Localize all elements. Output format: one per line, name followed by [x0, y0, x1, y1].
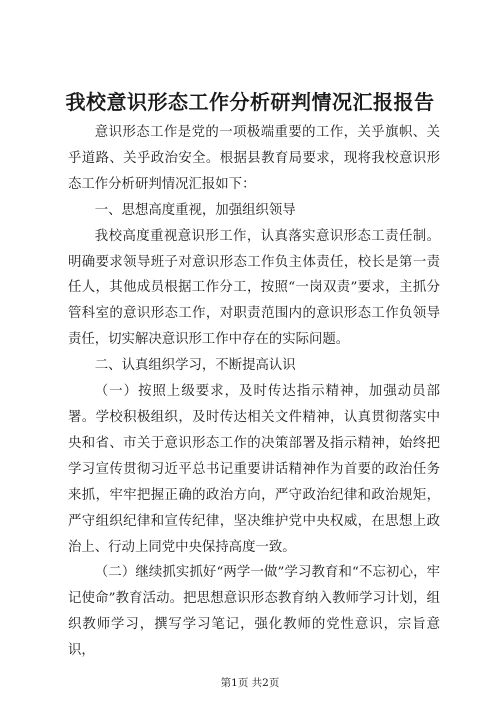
document-body	[68, 120, 440, 664]
section-heading-1: 一、思想高度重视，加强组织领导	[94, 202, 296, 218]
section-2-paragraph-2: （二）继续抓实抓好“两学一做”学习教育和“不忘初心，牢记使命”教育活动。把思想意识形态教育纳入教师学习计划，组织教师学习，撰写学习笔记，强化教师的党性意识，宗旨意识，	[68, 565, 440, 659]
section-1-paragraph: 我校高度重视意识形工作，认真落实意识形态工责任制。明确要求领导班子对意识形态工作负主体责任，校长是第一责任人，其他成员根据工作分工，按照“一岗双责”要求，主抓分管科室的意识形态工作，对职责范围内的意识形态工作负领导责任，切实解决意识形工作中存在的实际问题。	[68, 228, 440, 348]
section-heading-2: 二、认真组织学习，不断提高认识	[94, 358, 296, 374]
document-title: 我校意识形态工作分析研判情况汇报报告	[65, 90, 435, 114]
page-footer: 第1页 共2页	[220, 677, 280, 689]
intro-paragraph: 意识形态工作是党的一项极端重要的工作，关乎旗帜、关乎道路、关乎政治安全。根据县教育局要求，现将我校意识形态工作分析研判情况汇报如下：	[68, 125, 440, 192]
section-2-paragraph-1: （一）按照上级要求，及时传达指示精神，加强动员部署。学校积极组织，及时传达相关文件精神，认真贯彻落实中央和省、市关于意识形态工作的决策部署及指示精神，始终把学习宣传贯彻习近平总书记重要讲话精神作为首要的政治任务来抓，牢牢把握正确的政治方向，严守政治纪律和政治规矩，严守组织纪律和宣传纪律，坚决维护党中央权威，在思想上政治上、行动上同党中央保持高度一致。	[68, 384, 440, 555]
